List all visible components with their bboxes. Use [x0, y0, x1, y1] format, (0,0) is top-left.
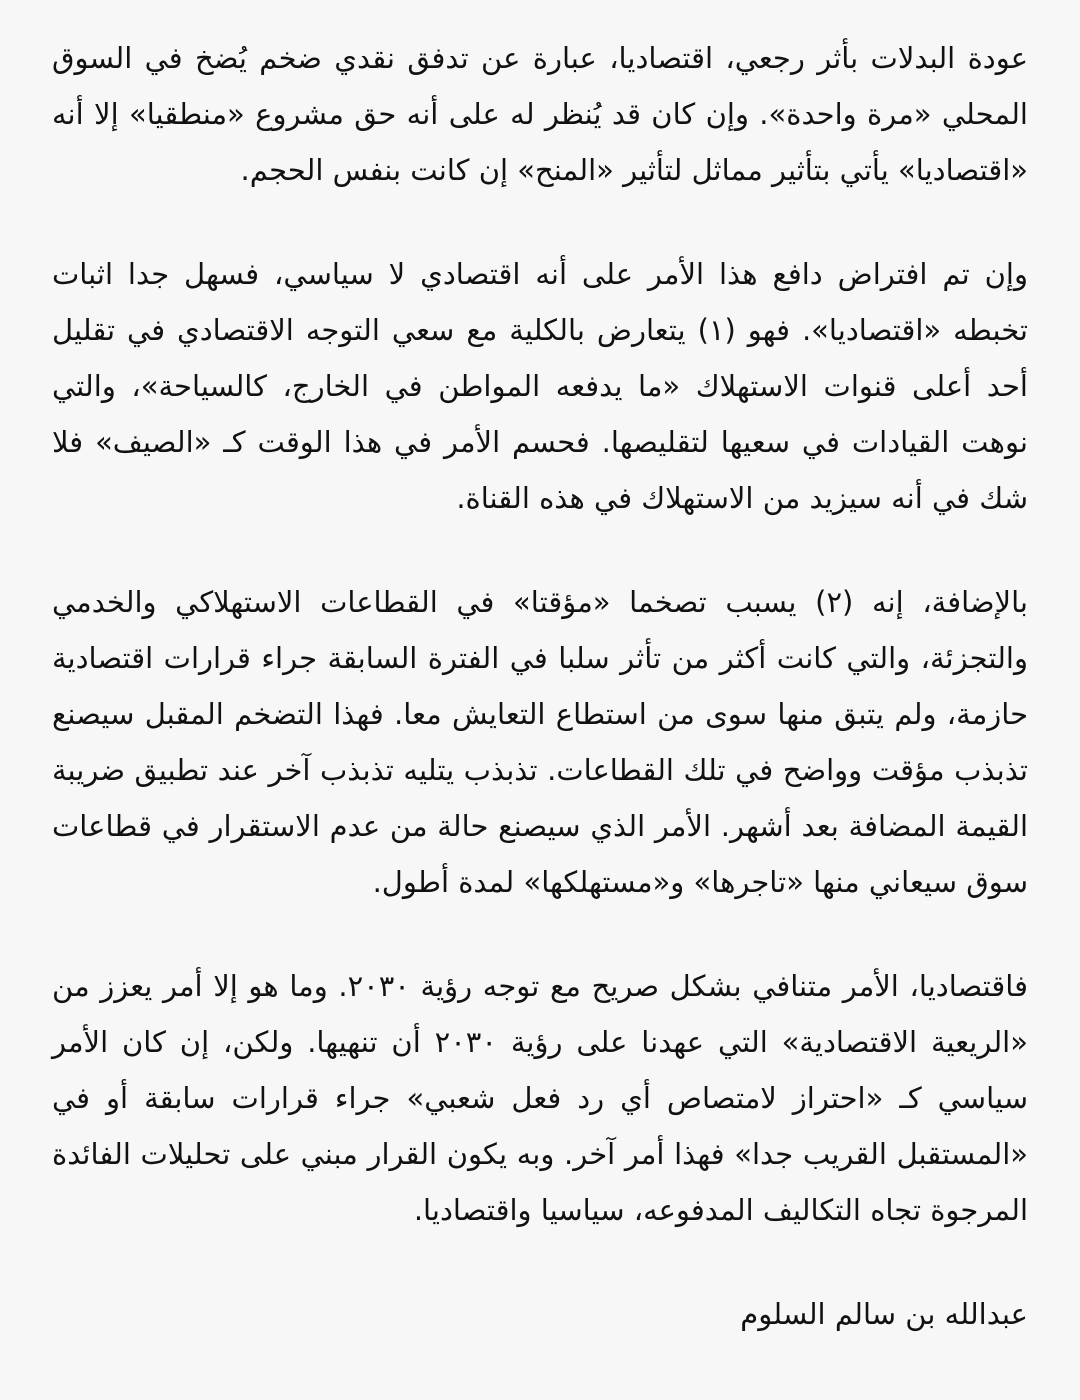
- author-signature: عبدالله بن سالم السلوم: [740, 1297, 1028, 1331]
- paragraph-back-pay: عودة البدلات بأثر رجعي، اقتصاديا، عبارة عن تدفق نقدي ضخم يُضخ في السوق المحلي «مرة واحدة». وإن كان قد يُنظر له على أنه حق مشروع «منطقيا» إلا أنه «اقتصاديا» يأتي بتأثير مماثل لتأثير «المنح» إن كانت بنفس الحجم.: [52, 41, 1028, 187]
- paragraph-economic-motive: وإن تم افتراض دافع هذا الأمر على أنه اقتصادي لا سياسي، فسهل جدا اثبات تخبطه «اقتصاديا». فهو (١) يتعارض بالكلية مع سعي التوجه الاقتصادي في تقليل أحد أعلى قنوات الاستهلاك «ما يدفعه المواطن في الخارج، كالسياحة»، والتي نوهت القيادات في سعيها لتقليصها. فحسم الأمر في هذا الوقت كـ «الصيف» فلا شك في أنه سيزيد من الاستهلاك في هذه القناة.: [52, 257, 1028, 515]
- paragraph-vision-2030: فاقتصاديا، الأمر متنافي بشكل صريح مع توجه رؤية ٢٠٣٠. وما هو إلا أمر يعزز من «الريعية الاقتصادية» التي عهدنا على رؤية ٢٠٣٠ أن تنهيها. ولكن، إن كان الأمر سياسي كـ «احتراز لامتصاص أي رد فعل شعبي» جراء قرارات سابقة أو في «المستقبل القريب جدا» فهذا أمر آخر. وبه يكون القرار مبني على تحليلات الفائدة المرجوة تجاه التكاليف المدفوعه، سياسيا واقتصاديا.: [52, 969, 1028, 1227]
- paragraph-inflation: بالإضافة، إنه (٢) يسبب تصخما «مؤقتا» في القطاعات الاستهلاكي والخدمي والتجزئة، والتي كانت أكثر من تأثر سلبا في الفترة السابقة جراء قرارات اقتصادية حازمة، ولم يتبق منها سوى من استطاع التعايش معا. فهذا التضخم المقبل سيصنع تذبذب مؤقت وواضح في تلك القطاعات. تذبذب يتليه تذبذب آخر عند تطبيق ضريبة القيمة المضافة بعد أشهر. الأمر الذي سيصنع حالة من عدم الاستقرار في قطاعات سوق سيعاني منها «تاجرها» و«مستهلكها» لمدة أطول.: [52, 585, 1028, 899]
